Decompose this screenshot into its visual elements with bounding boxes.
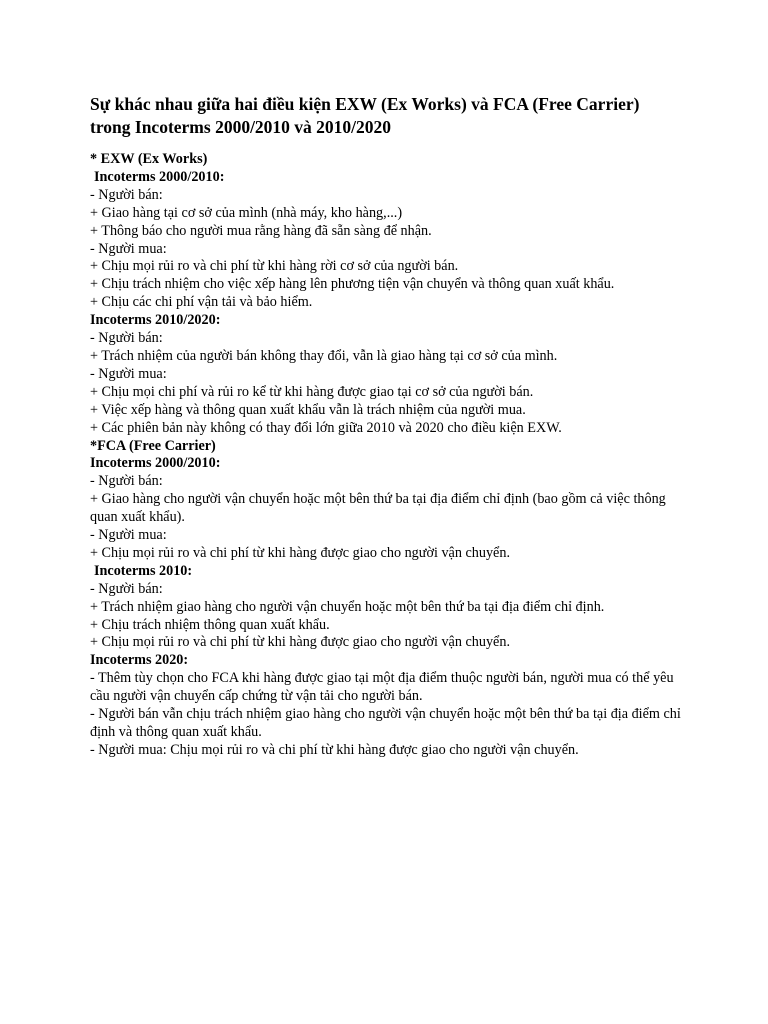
section-heading: Incoterms 2000/2010: xyxy=(90,455,221,472)
section-heading: *FCA (Free Carrier) xyxy=(90,437,216,454)
text-line: - Người bán: xyxy=(90,580,163,597)
text-line: + Chịu các chi phí vận tải và bảo hiểm. xyxy=(90,294,313,311)
text-line: - Người bán: xyxy=(90,330,163,347)
text-line: - Người bán vẫn chịu trách nhiệm giao hàng cho người vận chuyển hoặc một bên thứ ba tại địa điểm chỉ định và thông quan xuất khẩu. xyxy=(90,706,681,740)
text-line: - Người bán: xyxy=(90,473,163,490)
text-line: + Trách nhiệm của người bán không thay đổi, vẫn là giao hàng tại cơ sở của mình. xyxy=(90,347,558,364)
document-title xyxy=(90,93,690,139)
text-line: - Người mua: xyxy=(90,365,167,382)
document-page xyxy=(90,93,690,760)
text-line: + Việc xếp hàng và thông quan xuất khẩu vẫn là trách nhiệm của người mua. xyxy=(90,401,526,418)
section-heading: Incoterms 2010: xyxy=(94,562,193,579)
text-line: - Thêm tùy chọn cho FCA khi hàng được giao tại một địa điểm thuộc người bán, người mua có thể yêu cầu người vận chuyển cấp chứng từ vận tải cho người bán. xyxy=(90,670,674,705)
text-line: + Chịu trách nhiệm thông quan xuất khẩu. xyxy=(90,616,330,633)
text-line: - Người mua: xyxy=(90,240,167,257)
text-line: + Chịu mọi rủi ro và chi phí từ khi hàng được giao cho người vận chuyển. xyxy=(90,544,510,561)
text-line: + Chịu mọi rủi ro và chi phí từ khi hàng được giao cho người vận chuyển. xyxy=(90,634,510,651)
text-line: + Giao hàng tại cơ sở của mình (nhà máy, kho hàng,...) xyxy=(90,204,403,221)
title-line-1: Sự khác nhau giữa hai điều kiện EXW (Ex Works) và FCA (Free Carrier) xyxy=(90,94,640,114)
text-line: - Người bán: xyxy=(90,186,163,203)
text-line: + Các phiên bản này không có thay đổi lớn giữa 2010 và 2020 cho điều kiện EXW. xyxy=(90,419,562,436)
text-line: - Người mua: Chịu mọi rủi ro và chi phí từ khi hàng được giao cho người vận chuyển. xyxy=(90,741,579,758)
section-heading: * EXW (Ex Works) xyxy=(90,151,208,167)
text-line: + Chịu trách nhiệm cho việc xếp hàng lên phương tiện vận chuyển và thông quan xuất khẩu. xyxy=(90,276,615,293)
text-line: + Chịu mọi chi phí và rủi ro kể từ khi hàng được giao tại cơ sở của người bán. xyxy=(90,383,534,400)
text-line: + Trách nhiệm giao hàng cho người vận chuyển hoặc một bên thứ ba tại địa điểm chỉ định. xyxy=(90,598,605,615)
section-heading: Incoterms 2000/2010: xyxy=(94,168,225,185)
text-line: + Thông báo cho người mua rằng hàng đã sẵn sàng để nhận. xyxy=(90,222,432,239)
text-line: + Chịu mọi rủi ro và chi phí từ khi hàng rời cơ sở của người bán. xyxy=(90,258,459,275)
text-line: - Người mua: xyxy=(90,527,167,544)
title-line-2: trong Incoterms 2000/2010 và 2010/2020 xyxy=(90,117,392,137)
text-line: + Giao hàng cho người vận chuyển hoặc một bên thứ ba tại địa điểm chỉ định (bao gồm cả việc thông quan xuất khẩu). xyxy=(90,491,666,526)
section-heading: Incoterms 2020: xyxy=(90,652,189,669)
section-heading: Incoterms 2010/2020: xyxy=(90,312,221,329)
document-body xyxy=(90,151,690,760)
